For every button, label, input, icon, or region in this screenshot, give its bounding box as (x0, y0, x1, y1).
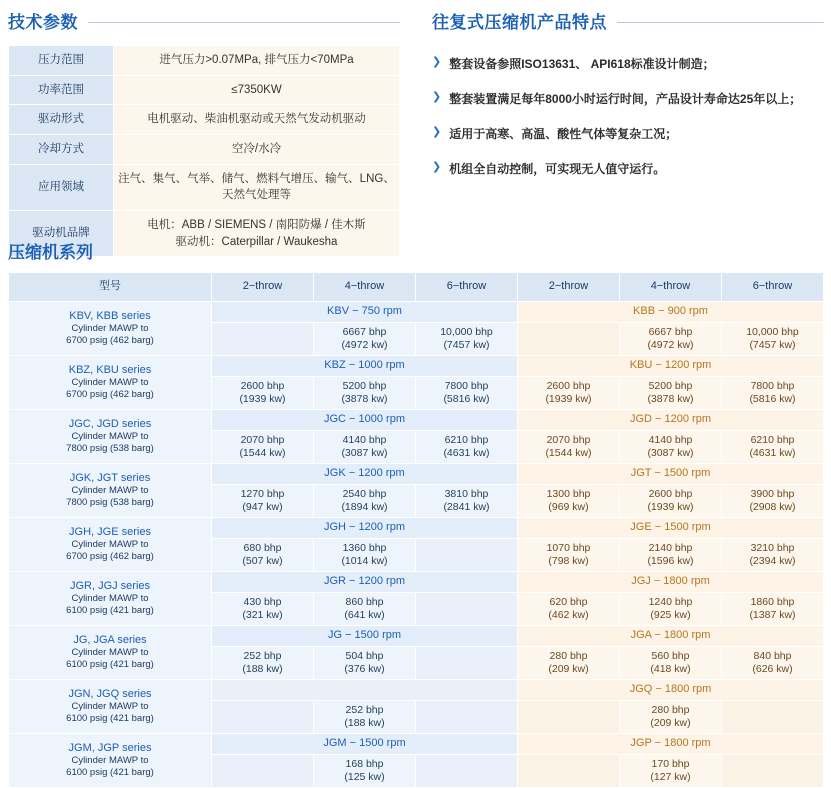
power-value-cell: 430 bhp (321 kw) (212, 592, 314, 625)
rpm-label-right: JGP − 1800 rpm (518, 733, 824, 754)
table-row (9, 733, 824, 754)
feature-item (432, 90, 824, 108)
power-value-cell: 560 bhp (418 kw) (620, 646, 722, 679)
param-value: ≤7350KW (114, 75, 400, 105)
power-value-cell: 280 bhp (209 kw) (518, 646, 620, 679)
series-model-sub: Cylinder MAWP to 6100 psig (421 barg) (66, 755, 154, 779)
param-value: 注气、集气、气举、储气、燃料气增压、输气、LNG、天然气处理等 (114, 164, 400, 210)
rpm-label-left: JGR − 1200 rpm (212, 571, 518, 592)
technical-parameters-section (8, 8, 400, 257)
table-header-row (9, 273, 824, 302)
power-value-cell: 2540 bhp (1894 kw) (314, 484, 416, 517)
feature-text: 整套装置满足每年8000小时运行时间，产品设计寿命达25年以上； (449, 92, 802, 106)
table-row (9, 463, 824, 484)
param-value: 电机：ABB / SIEMENS / 南阳防爆 / 佳木斯 驱动机：Caterpillar / Waukesha (114, 211, 400, 257)
chevron-right-icon: ❯ (432, 91, 442, 103)
rpm-label-right: JGT − 1500 rpm (518, 463, 824, 484)
power-value-cell: 3210 bhp (2394 kw) (722, 538, 824, 571)
power-value-cell: 7800 bhp (5816 kw) (722, 376, 824, 409)
chevron-right-icon: ❯ (432, 56, 442, 68)
rpm-label-right: JGD − 1200 rpm (518, 409, 824, 430)
power-value-cell: 2070 bhp (1544 kw) (212, 430, 314, 463)
power-value-cell (518, 700, 620, 733)
series-name: JGK, JGT series (69, 471, 151, 484)
product-features-title: 往复式压缩机产品特点 (432, 13, 607, 32)
series-name: JGC, JGD series (68, 417, 152, 430)
rpm-label-right: JGQ − 1800 rpm (518, 679, 824, 700)
power-value-cell: 280 bhp (209 kw) (620, 700, 722, 733)
param-key: 压力范围 (9, 46, 114, 76)
power-value-cell: 2600 bhp (1939 kw) (212, 376, 314, 409)
power-value-cell: 860 bhp (641 kw) (314, 592, 416, 625)
product-features-heading (432, 8, 824, 33)
rpm-label-left (212, 679, 518, 700)
power-value-cell: 1360 bhp (1014 kw) (314, 538, 416, 571)
column-header-model: 型号 (9, 273, 212, 302)
rpm-label-left: JGK − 1200 rpm (212, 463, 518, 484)
rpm-label-left: JG − 1500 rpm (212, 625, 518, 646)
power-value-cell: 1300 bhp (969 kw) (518, 484, 620, 517)
series-model-cell (9, 517, 212, 571)
series-model-sub: Cylinder MAWP to 6700 psig (462 barg) (66, 323, 154, 347)
series-model-sub: Cylinder MAWP to 6100 psig (421 barg) (66, 647, 154, 671)
power-value-cell (416, 700, 518, 733)
param-row (9, 135, 400, 165)
rpm-label-right: JGA − 1800 rpm (518, 625, 824, 646)
table-row (9, 355, 824, 376)
table-row (9, 517, 824, 538)
param-value: 进气压力>0.07MPa, 排气压力<70MPa (114, 46, 400, 76)
series-name: JGR, JGJ series (69, 579, 151, 592)
heading-rule (88, 22, 400, 23)
technical-parameters-heading (8, 8, 400, 33)
chevron-right-icon: ❯ (432, 126, 442, 138)
power-value-cell: 840 bhp (626 kw) (722, 646, 824, 679)
power-value-cell: 168 bhp (125 kw) (314, 754, 416, 787)
series-model-cell (9, 301, 212, 355)
series-model-sub: Cylinder MAWP to 6100 psig (421 barg) (66, 701, 154, 725)
power-value-cell: 6210 bhp (4631 kw) (416, 430, 518, 463)
power-value-cell: 10,000 bhp (7457 kw) (416, 322, 518, 355)
rpm-label-right: KBU − 1200 rpm (518, 355, 824, 376)
power-value-cell: 2070 bhp (1544 kw) (518, 430, 620, 463)
rpm-label-left: JGM − 1500 rpm (212, 733, 518, 754)
power-value-cell (212, 754, 314, 787)
series-name: JGN, JGQ series (68, 687, 152, 700)
power-value-cell (518, 754, 620, 787)
series-model-sub: Cylinder MAWP to 6700 psig (462 barg) (66, 539, 154, 563)
param-row (9, 75, 400, 105)
column-header-throw: 2−throw (212, 273, 314, 302)
feature-item (432, 125, 824, 143)
chevron-right-icon: ❯ (432, 161, 442, 173)
power-value-cell: 6667 bhp (4972 kw) (620, 322, 722, 355)
power-value-cell (416, 538, 518, 571)
power-value-cell: 3900 bhp (2908 kw) (722, 484, 824, 517)
power-value-cell: 4140 bhp (3087 kw) (314, 430, 416, 463)
power-value-cell: 2600 bhp (1939 kw) (518, 376, 620, 409)
series-name: JGM, JGP series (68, 741, 152, 754)
series-model-sub: Cylinder MAWP to 7800 psig (538 barg) (66, 485, 154, 509)
power-value-cell: 252 bhp (188 kw) (314, 700, 416, 733)
feature-item (432, 160, 824, 178)
table-row (9, 679, 824, 700)
table-row (9, 571, 824, 592)
power-value-cell: 504 bhp (376 kw) (314, 646, 416, 679)
power-value-cell: 1070 bhp (798 kw) (518, 538, 620, 571)
series-model-sub: Cylinder MAWP to 6100 psig (421 barg) (66, 593, 154, 617)
power-value-cell (212, 322, 314, 355)
series-model-sub: Cylinder MAWP to 6700 psig (462 barg) (66, 377, 154, 401)
power-value-cell: 2600 bhp (1939 kw) (620, 484, 722, 517)
power-value-cell: 680 bhp (507 kw) (212, 538, 314, 571)
rpm-label-right: JGE − 1500 rpm (518, 517, 824, 538)
param-key: 功率范围 (9, 75, 114, 105)
series-model-cell (9, 625, 212, 679)
feature-text: 整套设备参照ISO13631、 API618标准设计制造； (449, 57, 715, 71)
feature-text: 适用于高寒、高温、酸性气体等复杂工况； (449, 127, 678, 141)
technical-parameters-title: 技术参数 (8, 13, 78, 32)
power-value-cell (416, 592, 518, 625)
param-row (9, 46, 400, 76)
rpm-label-right: KBB − 900 rpm (518, 301, 824, 322)
power-value-cell: 3810 bhp (2841 kw) (416, 484, 518, 517)
power-value-cell (212, 700, 314, 733)
column-header-throw: 2−throw (518, 273, 620, 302)
column-header-throw: 6−throw (722, 273, 824, 302)
power-value-cell: 6667 bhp (4972 kw) (314, 322, 416, 355)
table-row (9, 301, 824, 322)
power-value-cell: 5200 bhp (3878 kw) (620, 376, 722, 409)
product-features-section (432, 8, 824, 195)
technical-parameters-table (8, 45, 400, 257)
param-value: 电机驱动、柴油机驱动或天然气发动机驱动 (114, 105, 400, 135)
power-value-cell: 6210 bhp (4631 kw) (722, 430, 824, 463)
compressor-series-table-wrap (8, 272, 823, 788)
power-value-cell: 170 bhp (127 kw) (620, 754, 722, 787)
series-model-cell (9, 679, 212, 733)
feature-item (432, 55, 824, 73)
rpm-label-right: JGJ − 1800 rpm (518, 571, 824, 592)
power-value-cell (722, 754, 824, 787)
series-name: KBV, KBB series (69, 309, 151, 322)
compressor-series-heading: 压缩机系列 (8, 243, 93, 262)
param-row (9, 105, 400, 135)
table-row (9, 409, 824, 430)
power-value-cell: 7800 bhp (5816 kw) (416, 376, 518, 409)
power-value-cell: 4140 bhp (3087 kw) (620, 430, 722, 463)
power-value-cell: 10,000 bhp (7457 kw) (722, 322, 824, 355)
feature-text: 机组全自动控制，可实现无人值守运行。 (449, 162, 666, 176)
column-header-throw: 4−throw (620, 273, 722, 302)
param-key: 冷却方式 (9, 135, 114, 165)
product-features-list (432, 55, 824, 178)
power-value-cell: 1240 bhp (925 kw) (620, 592, 722, 625)
power-value-cell: 2140 bhp (1596 kw) (620, 538, 722, 571)
series-model-cell (9, 571, 212, 625)
param-key: 驱动机品牌 (9, 211, 114, 257)
column-header-throw: 4−throw (314, 273, 416, 302)
series-model-cell (9, 733, 212, 787)
param-value: 空冷/水冷 (114, 135, 400, 165)
series-name: JGH, JGE series (69, 525, 151, 538)
table-row (9, 625, 824, 646)
power-value-cell (416, 646, 518, 679)
series-model-cell (9, 355, 212, 409)
column-header-throw: 6−throw (416, 273, 518, 302)
power-value-cell (518, 322, 620, 355)
param-key: 驱动形式 (9, 105, 114, 135)
series-model-sub: Cylinder MAWP to 7800 psig (538 barg) (66, 431, 154, 455)
rpm-label-left: JGH − 1200 rpm (212, 517, 518, 538)
power-value-cell: 1270 bhp (947 kw) (212, 484, 314, 517)
series-name: KBZ, KBU series (68, 363, 152, 376)
power-value-cell: 5200 bhp (3878 kw) (314, 376, 416, 409)
param-row (9, 164, 400, 210)
series-name: JG, JGA series (73, 633, 147, 646)
series-model-cell (9, 463, 212, 517)
power-value-cell (722, 700, 824, 733)
power-value-cell: 1860 bhp (1387 kw) (722, 592, 824, 625)
heading-rule (617, 22, 824, 23)
power-value-cell (416, 754, 518, 787)
series-model-cell (9, 409, 212, 463)
compressor-series-table (8, 272, 824, 788)
power-value-cell: 620 bhp (462 kw) (518, 592, 620, 625)
rpm-label-left: KBV − 750 rpm (212, 301, 518, 322)
power-value-cell: 252 bhp (188 kw) (212, 646, 314, 679)
rpm-label-left: JGC − 1000 rpm (212, 409, 518, 430)
rpm-label-left: KBZ − 1000 rpm (212, 355, 518, 376)
param-key: 应用领域 (9, 164, 114, 210)
